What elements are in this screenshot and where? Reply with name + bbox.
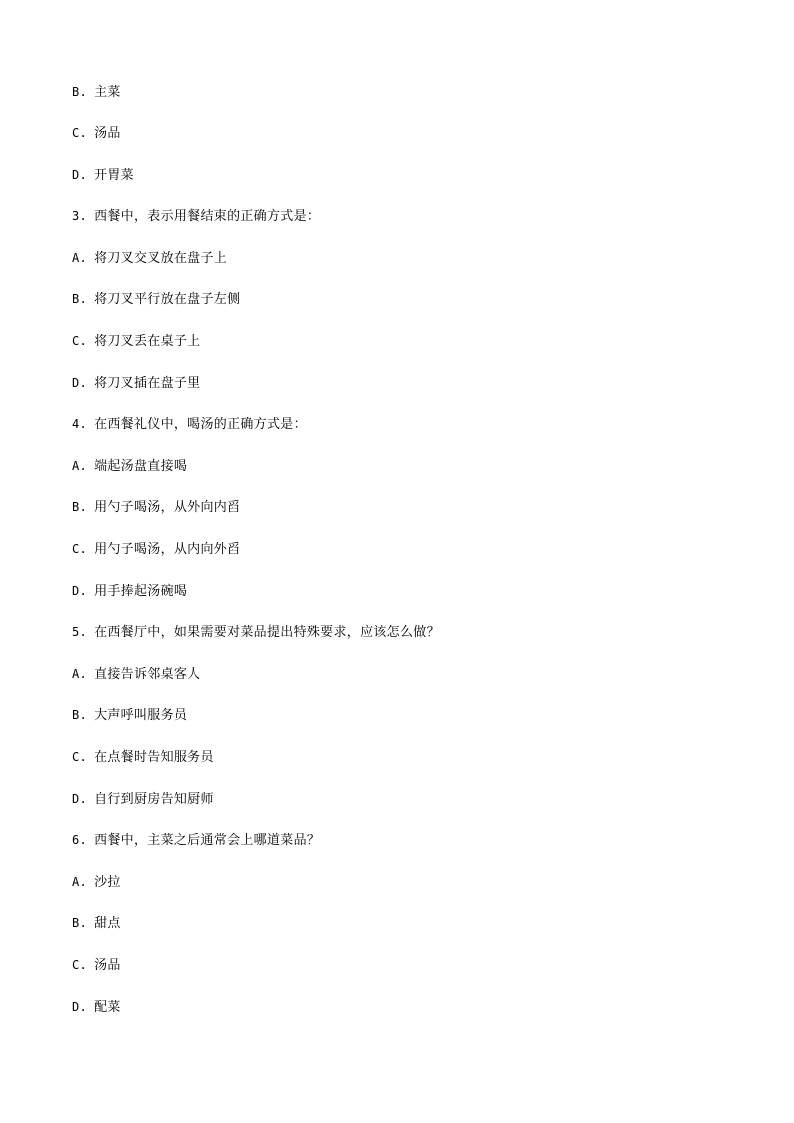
option-text: 甜点: [94, 916, 121, 931]
option-line: [72, 250, 227, 267]
option-text: 汤品: [94, 958, 121, 973]
option-text: 在点餐时告知服务员: [94, 750, 214, 765]
question-line: [72, 624, 440, 641]
option-text: 将刀叉交叉放在盘子上: [94, 251, 228, 266]
question-text: 西餐中，主菜之后通常会上哪道菜品？: [94, 833, 321, 848]
option-line: [72, 915, 121, 932]
option-line: [72, 167, 134, 184]
option-label: D.: [72, 584, 88, 598]
question-line: [72, 832, 320, 849]
option-line: [72, 84, 121, 101]
option-text: 将刀叉平行放在盘子左侧: [94, 292, 241, 307]
question-text: 在西餐厅中，如果需要对菜品提出特殊要求，应该怎么做？: [94, 625, 440, 640]
option-text: 用勺子喝汤，从外向内舀: [94, 500, 241, 515]
option-label: C.: [72, 334, 88, 348]
option-text: 直接告诉邻桌客人: [94, 667, 201, 682]
option-label: D.: [72, 1000, 88, 1014]
option-text: 主菜: [94, 85, 121, 100]
option-text: 大声呼叫服务员: [94, 708, 188, 723]
option-text: 端起汤盘直接喝: [94, 459, 188, 474]
option-line: [72, 957, 121, 974]
option-text: 将刀叉插在盘子里: [94, 376, 201, 391]
option-line: [72, 333, 200, 350]
question-line: [72, 416, 307, 433]
option-line: [72, 707, 187, 724]
option-text: 自行到厨房告知厨师: [94, 792, 214, 807]
question-text: 西餐中，表示用餐结束的正确方式是：: [94, 209, 321, 224]
option-line: [72, 541, 240, 558]
option-text: 沙拉: [94, 875, 121, 890]
option-label: B.: [72, 85, 88, 99]
option-label: A.: [72, 667, 88, 681]
option-label: A.: [72, 251, 88, 265]
option-line: [72, 125, 121, 142]
option-text: 将刀叉丢在桌子上: [94, 334, 201, 349]
question-text: 在西餐礼仪中，喝汤的正确方式是：: [94, 417, 307, 432]
option-label: B.: [72, 500, 88, 514]
question-number: 3.: [72, 209, 88, 223]
option-text: 配菜: [94, 1000, 121, 1015]
option-label: C.: [72, 542, 88, 556]
question-number: 4.: [72, 417, 88, 431]
option-line: [72, 375, 200, 392]
option-text: 用勺子喝汤，从内向外舀: [94, 542, 241, 557]
option-label: B.: [72, 708, 88, 722]
option-line: [72, 583, 187, 600]
option-label: D.: [72, 792, 88, 806]
option-label: B.: [72, 292, 88, 306]
option-line: [72, 499, 240, 516]
option-line: [72, 458, 187, 475]
option-line: [72, 874, 121, 891]
question-line: [72, 208, 320, 225]
option-label: A.: [72, 459, 88, 473]
question-number: 5.: [72, 625, 88, 639]
question-number: 6.: [72, 833, 88, 847]
option-label: B.: [72, 916, 88, 930]
option-label: C.: [72, 126, 88, 140]
option-label: C.: [72, 958, 88, 972]
option-text: 开胃菜: [94, 168, 134, 183]
option-label: D.: [72, 376, 88, 390]
option-line: [72, 666, 200, 683]
option-line: [72, 999, 121, 1016]
option-label: A.: [72, 875, 88, 889]
option-line: [72, 749, 214, 766]
option-label: C.: [72, 750, 88, 764]
option-line: [72, 291, 240, 308]
option-label: D.: [72, 168, 88, 182]
option-text: 汤品: [94, 126, 121, 141]
option-line: [72, 791, 214, 808]
option-text: 用手捧起汤碗喝: [94, 584, 188, 599]
